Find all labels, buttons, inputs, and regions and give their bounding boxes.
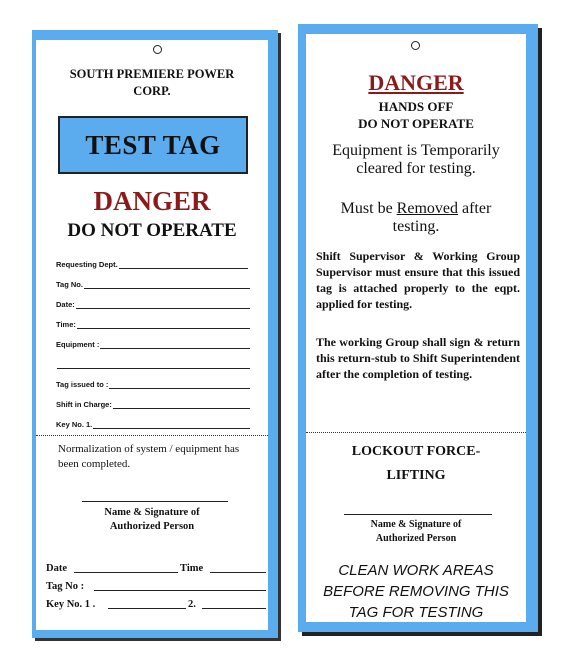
signature-label: Name & Signature of Authorized Person xyxy=(104,507,200,532)
left-test-tag xyxy=(32,30,278,638)
hands-off-heading: HANDS OFF DO NOT OPERATE xyxy=(358,99,474,131)
lockout-heading: LOCKOUT FORCE- LIFTING xyxy=(351,444,481,483)
field-key-no[interactable]: Key No. 1. xyxy=(56,418,250,429)
company-line-1: SOUTH PREMIERE POWER xyxy=(69,67,235,81)
field-bottom-tag-no[interactable]: Tag No : xyxy=(46,580,266,593)
field-tag-no[interactable]: Tag No. xyxy=(56,278,250,289)
right-test-tag xyxy=(298,24,538,632)
signature-line xyxy=(344,514,492,515)
working-group-instruction: The working Group shall sign & return this return-stub to Shift Superintendent after the completion of testing. xyxy=(316,335,520,381)
do-not-operate-heading: DO NOT OPERATE xyxy=(67,220,237,241)
field-equipment[interactable]: Equipment : xyxy=(56,338,250,349)
tag-hole-icon xyxy=(153,45,162,54)
test-tag-title: TEST TAG xyxy=(58,116,248,174)
field-requesting-dept[interactable]: Requesting Dept. xyxy=(56,258,248,269)
field-date-time[interactable]: Date Time xyxy=(46,562,266,575)
field-shift-in-charge[interactable]: Shift in Charge: xyxy=(56,398,250,409)
tear-off-line xyxy=(306,432,526,433)
supervisor-instruction: Shift Supervisor & Working Group Supervisor must ensure that this issued tag is attached properly to the eqpt. applied for testing. xyxy=(316,249,520,311)
danger-heading: DANGER xyxy=(368,70,464,95)
tag-hole-icon xyxy=(411,41,420,50)
equipment-cleared-text: Equipment is Temporarily cleared for testing. xyxy=(332,142,500,177)
right-tag-body xyxy=(306,34,526,622)
field-tag-issued-to[interactable]: Tag issued to : xyxy=(56,378,250,389)
company-line-2: CORP. xyxy=(133,84,171,98)
field-equipment-line-2[interactable] xyxy=(56,358,250,369)
must-be-removed-text: Must be Removed after testing. xyxy=(340,200,492,235)
clean-work-areas-notice: CLEAN WORK AREAS BEFORE REMOVING THIS TAG FOR TESTING xyxy=(323,562,509,621)
normalization-text: Normalization of system / equipment has been completed. xyxy=(58,443,240,470)
signature-line xyxy=(82,501,228,502)
field-bottom-key-no[interactable]: Key No. 1 . 2. xyxy=(46,598,266,611)
tear-off-line xyxy=(36,435,268,436)
company-name xyxy=(36,66,268,100)
left-tag-body xyxy=(36,40,268,630)
field-date[interactable]: Date: xyxy=(56,298,250,309)
signature-label: Name & Signature of Authorized Person xyxy=(370,519,462,544)
danger-heading: DANGER xyxy=(93,186,211,216)
field-time[interactable]: Time: xyxy=(56,318,250,329)
